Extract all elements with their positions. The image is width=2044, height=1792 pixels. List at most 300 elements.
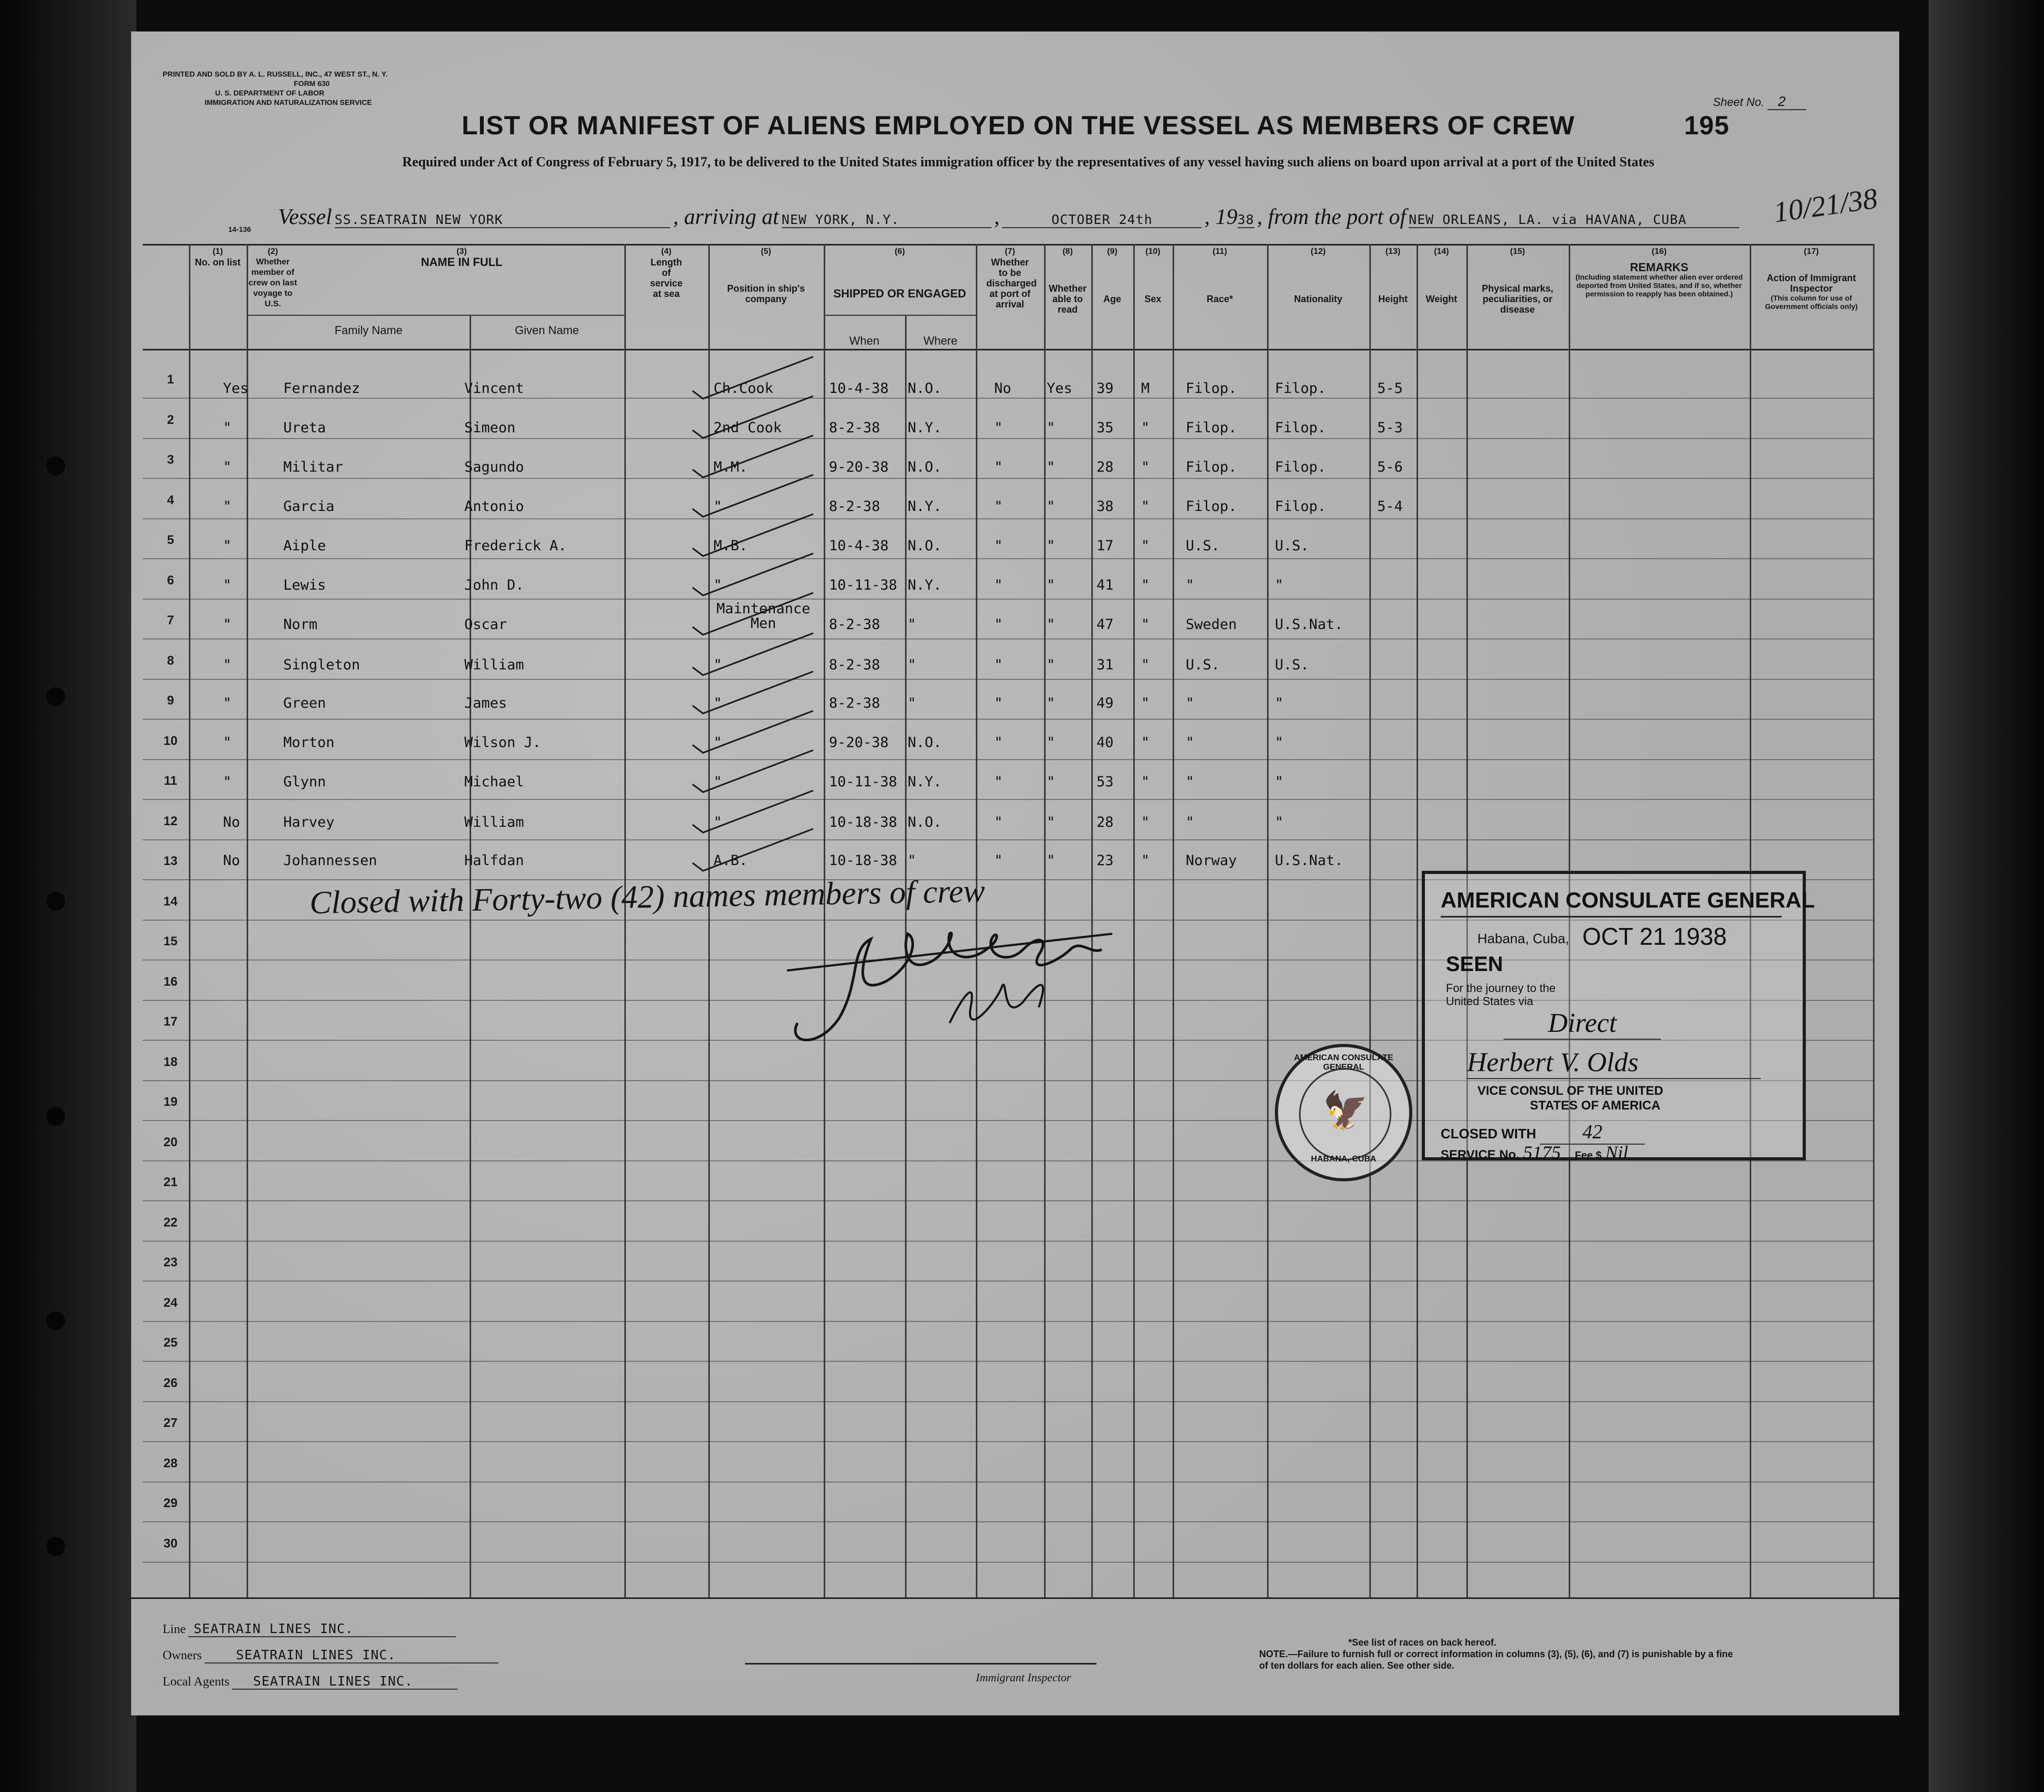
row-rule [143,1441,1874,1442]
crew-family-cell: Aiple [283,538,326,554]
crew-when-cell: 10-4-38 [829,538,889,554]
crew-position-cell: A.B. [714,852,748,869]
row-number: 2 [167,412,174,427]
column-divider [189,244,190,1597]
stamp-title: AMERICAN CONSULATE GENERAL [1441,888,1815,912]
table-top-rule [143,244,1874,246]
row-rule [143,839,1874,840]
crew-age-cell: 31 [1096,657,1114,673]
crew-position-cell: " [714,695,722,711]
crew-where-cell: N.O. [908,459,942,475]
crew-position-cell: " [714,657,722,673]
crew-last-cell: No [223,852,240,869]
consulate-seal [1275,1044,1412,1181]
crew-race-cell: Sweden [1186,616,1237,633]
inspector-line [745,1663,1096,1665]
crew-sex-cell: " [1141,695,1150,711]
crew-position-cell: Maintenance Men [716,601,811,632]
crew-discharged-cell: " [994,577,1003,593]
row-rule [143,518,1874,519]
crew-discharged-cell: " [994,852,1003,869]
service-line: IMMIGRATION AND NATURALIZATION SERVICE [205,98,372,106]
stamp-service: SERVICE No. 5175 Fee $ Nil [1441,1142,1628,1163]
crew-race-cell: " [1186,774,1195,790]
crew-nationality-cell: " [1275,734,1284,751]
column-divider [1873,244,1875,1597]
row-rule [143,1562,1874,1563]
printer-line: PRINTED AND SOLD BY A. L. RUSSELL, INC., 47 WEST ST., N. Y. [163,70,388,78]
col7-header: (7) Whether to be discharged at port of arrival [986,247,1037,310]
stamp-officer-title: STATES OF AMERICA [1530,1098,1660,1113]
crew-discharged-cell: " [994,695,1003,711]
crew-last-cell: " [223,734,232,751]
stamp-seen: SEEN [1446,953,1503,976]
crew-last-cell: " [223,577,232,593]
crew-family-cell: Glynn [283,774,326,790]
crew-race-cell: Norway [1186,852,1237,869]
crew-nationality-cell: " [1275,774,1284,790]
crew-nationality-cell: U.S.Nat. [1275,852,1344,869]
crew-race-cell: " [1186,814,1195,830]
row-rule [143,759,1874,760]
row-rule [143,799,1874,800]
crew-sex-cell: " [1141,538,1150,554]
row-number: 4 [167,493,174,507]
crew-race-cell: U.S. [1186,657,1220,673]
column-divider [1417,244,1418,1597]
stamp-officer-title: VICE CONSUL OF THE UNITED [1477,1084,1664,1098]
crew-read-cell: " [1047,657,1056,673]
crew-nationality-cell: " [1275,577,1284,593]
crew-position-cell: 2nd Cook [714,420,782,436]
given-name-header: Given Name [515,324,579,337]
col4-header: (4) Length of service at sea [650,247,683,299]
crew-race-cell: U.S. [1186,538,1220,554]
punch-hole [46,456,65,475]
row-number: 5 [167,533,174,547]
crew-last-cell: " [223,459,232,475]
crew-age-cell: 35 [1096,420,1114,436]
year-suffix: 38 [1237,212,1254,227]
crew-read-cell: " [1047,695,1056,711]
sheet-value: 2 [1768,93,1806,110]
crew-read-cell: " [1047,420,1056,436]
scan-border-left [0,0,136,1792]
crew-age-cell: 23 [1096,852,1114,869]
agents-label: Local Agents [163,1675,230,1689]
crew-age-cell: 40 [1096,734,1114,751]
crew-when-cell: 10-11-38 [829,774,898,790]
punch-hole [46,687,65,706]
row-number: 18 [163,1054,178,1069]
penalty-note: NOTE.—Failure to furnish full or correct information in columns (3), (5), (6), and (7) is punishable by a fine of ten dollars for each alien. See other side. [1259,1649,1733,1671]
crew-when-cell: 10-4-38 [829,380,889,397]
crew-sex-cell: M [1141,380,1150,397]
arriving-label: , arriving at [673,205,779,229]
stamp-journey-line: United States via [1446,995,1534,1008]
crew-given-cell: James [464,695,507,711]
crew-age-cell: 41 [1096,577,1114,593]
footer-owners [163,1647,498,1663]
vice-consul-signature: Herbert V. Olds [1467,1047,1761,1079]
crew-family-cell: Harvey [283,814,335,830]
column-divider [247,244,248,1597]
row-number: 3 [167,453,174,467]
row-number: 14 [163,894,178,909]
row-number: 16 [163,974,178,989]
crew-given-cell: Vincent [464,380,524,397]
crew-height-cell: 5-4 [1377,498,1403,515]
crew-where-cell: N.O. [908,380,942,397]
crew-given-cell: Antonio [464,498,524,515]
crew-nationality-cell: Filop. [1275,498,1326,515]
crew-age-cell: 28 [1096,814,1114,830]
crew-position-cell: M.M. [714,459,748,475]
punch-hole [46,1537,65,1556]
column-divider [624,244,626,1597]
crew-read-cell: " [1047,577,1056,593]
crew-sex-cell: " [1141,498,1150,515]
crew-position-cell: " [714,498,722,515]
crew-where-cell: N.O. [908,814,942,830]
crew-discharged-cell: No [994,380,1012,397]
crew-given-cell: Sagundo [464,459,524,475]
handwritten-date: 10/21/38 [1771,182,1880,229]
crew-given-cell: Frederick A. [464,538,567,554]
owners-label: Owners [163,1649,202,1662]
crew-discharged-cell: " [994,459,1003,475]
stamp-fee-value: Nil [1605,1142,1628,1163]
crew-race-cell: Filop. [1186,498,1237,515]
crew-family-cell: Ureta [283,420,326,436]
crew-when-cell: 8-2-38 [829,420,880,436]
crew-age-cell: 38 [1096,498,1114,515]
crew-last-cell: " [223,498,232,515]
row-rule [143,719,1874,720]
crew-sex-cell: " [1141,616,1150,633]
footer-rule [131,1597,1899,1599]
crew-nationality-cell: " [1275,814,1284,830]
stamp-route: Direct [1504,1008,1661,1040]
crew-read-cell: " [1047,498,1056,515]
col12-header: (12) Nationality [1294,247,1343,304]
footer-line [163,1621,456,1637]
crew-where-cell: " [908,695,917,711]
arrival-port: NEW YORK, N.Y. [782,212,992,228]
row-rule [143,1361,1874,1362]
crew-discharged-cell: " [994,657,1003,673]
crew-nationality-cell: U.S.Nat. [1275,616,1344,633]
crew-nationality-cell: Filop. [1275,420,1326,436]
crew-read-cell: Yes [1047,380,1072,397]
crew-family-cell: Singleton [283,657,360,673]
arrival-date: OCTOBER 24th [1002,212,1201,228]
stamp-service-value: 5175 [1523,1142,1561,1163]
name-subheader-rule [247,315,624,316]
crew-discharged-cell: " [994,498,1003,515]
crew-position-cell: " [714,734,722,751]
col3-header: (3) NAME IN FULL [421,247,503,269]
crew-sex-cell: " [1141,734,1150,751]
crew-where-cell: N.O. [908,538,942,554]
crew-where-cell: N.Y. [908,420,942,436]
subtitle: Required under Act of Congress of February 5, 1917, to be delivered to the United States immigration officer by the representatives of any vessel having such aliens on board upon arrival at a port of the United States [402,154,1655,169]
crew-read-cell: " [1047,459,1056,475]
crew-nationality-cell: Filop. [1275,459,1326,475]
crew-position-cell: M.B. [714,538,748,554]
punch-hole [46,1107,65,1126]
crew-race-cell: " [1186,695,1195,711]
crew-sex-cell: " [1141,852,1150,869]
crew-where-cell: " [908,852,917,869]
row-rule [143,1200,1874,1201]
crew-given-cell: Oscar [464,616,507,633]
stamp-date: OCT 21 1938 [1582,923,1727,950]
crew-last-cell: Yes [223,380,249,397]
row-number: 23 [163,1255,178,1270]
punch-hole [46,1311,65,1330]
crew-position-cell: Ch.Cook [714,380,773,397]
crew-family-cell: Morton [283,734,335,751]
seal-bottom-text: HABANA, CUBA [1311,1155,1377,1164]
year-prefix: , 19 [1204,205,1238,229]
crew-family-cell: Johannessen [283,852,377,869]
row-number: 6 [167,573,174,588]
crew-read-cell: " [1047,616,1056,633]
row-rule [143,438,1874,439]
row-number: 22 [163,1215,178,1230]
col15-header: (15) Physical marks, peculiarities, or disease [1482,247,1553,315]
crew-age-cell: 39 [1096,380,1114,397]
page-title: LIST OR MANIFEST OF ALIENS EMPLOYED ON THE VESSEL AS MEMBERS OF CREW [462,111,1575,140]
crew-race-cell: Filop. [1186,459,1237,475]
crew-when-cell: 9-20-38 [829,734,889,751]
crew-last-cell: " [223,657,232,673]
crew-height-cell: 5-3 [1377,420,1403,436]
crew-sex-cell: " [1141,657,1150,673]
crew-given-cell: William [464,814,524,830]
row-number: 19 [163,1095,178,1109]
crew-read-cell: " [1047,814,1056,830]
col10-header: (10) Sex [1144,247,1162,304]
when-header: When [849,334,880,347]
crew-when-cell: 9-20-38 [829,459,889,475]
page-number: 195 [1684,111,1730,140]
crew-given-cell: Simeon [464,420,516,436]
crew-last-cell: No [223,814,240,830]
crew-where-cell: N.Y. [908,577,942,593]
row-number: 24 [163,1295,178,1310]
row-number: 1 [167,372,174,387]
crew-when-cell: 8-2-38 [829,657,880,673]
crew-age-cell: 17 [1096,538,1114,554]
vessel-name: SS.SEATRAIN NEW YORK [335,212,670,228]
crew-sex-cell: " [1141,774,1150,790]
row-number: 28 [163,1456,178,1470]
inspector-label: Immigrant Inspector [976,1671,1071,1684]
col16-header: (16) REMARKS (Including statement whether alien ever ordered deported from United States, and if so, whether permission to reapply has been obtained.) [1575,247,1743,298]
crew-nationality-cell: U.S. [1275,538,1310,554]
crew-position-cell: " [714,814,722,830]
row-rule [143,558,1874,559]
stamp-journey-line: For the journey to the [1446,982,1556,995]
stamp-closed-with: CLOSED WITH 42 [1441,1121,1645,1145]
col14-header: (14) Weight [1425,247,1457,304]
col11-header: (11) Race* [1206,247,1233,304]
crew-race-cell: " [1186,577,1195,593]
crew-given-cell: Michael [464,774,524,790]
row-rule [143,1481,1874,1482]
crew-age-cell: 28 [1096,459,1114,475]
column-divider [1369,244,1371,1597]
crew-sex-cell: " [1141,814,1150,830]
row-rule [143,679,1874,680]
crew-position-cell: " [714,577,722,593]
closing-note: Closed with Forty-two (42) names members of crew [309,873,985,921]
crew-nationality-cell: Filop. [1275,380,1326,397]
row-number: 7 [167,613,174,627]
row-number: 13 [163,854,178,868]
crew-discharged-cell: " [994,420,1003,436]
crew-discharged-cell: " [994,774,1003,790]
crew-race-cell: Filop. [1186,420,1237,436]
eagle-icon: 🦅 [1323,1089,1369,1132]
row-number: 12 [163,814,178,828]
row-number: 17 [163,1015,178,1029]
crew-race-cell: " [1186,734,1195,751]
stamp-place: Habana, Cuba, [1477,931,1569,946]
seal-top-text: AMERICAN CONSULATE GENERAL [1294,1053,1393,1072]
owners-value: SEATRAIN LINES INC. [205,1647,498,1663]
crew-given-cell: Wilson J. [464,734,541,751]
crew-where-cell: N.O. [908,734,942,751]
crew-position-cell: " [714,774,722,790]
department-line: U. S. DEPARTMENT OF LABOR [215,89,325,97]
crew-given-cell: John D. [464,577,524,593]
crew-age-cell: 47 [1096,616,1114,633]
col6-header: (6) SHIPPED OR ENGAGED [833,247,966,300]
col5-header: (5) Position in ship's company [727,247,805,304]
crew-sex-cell: " [1141,577,1150,593]
footer-agents [163,1673,457,1690]
crew-discharged-cell: " [994,616,1003,633]
form-code: 14-136 [228,225,251,233]
crew-when-cell: 10-18-38 [829,852,898,869]
col13-header: (13) Height [1378,247,1408,304]
crew-discharged-cell: " [994,538,1003,554]
col9-header: (9) Age [1103,247,1121,304]
punch-hole [46,892,65,911]
crew-height-cell: 5-5 [1377,380,1403,397]
form-number: FORM 630 [294,79,330,88]
row-rule [143,638,1874,639]
col8-header: (8) Whether able to read [1049,247,1087,315]
races-note: *See list of races on back hereof. [1348,1637,1497,1648]
row-number: 10 [163,733,178,748]
row-rule [143,1321,1874,1322]
crew-age-cell: 49 [1096,695,1114,711]
stamp-rule [1441,916,1782,918]
row-number: 26 [163,1375,178,1390]
crew-family-cell: Garcia [283,498,335,515]
row-rule [143,398,1874,399]
line-label: Line [163,1623,186,1636]
crew-family-cell: Norm [283,616,318,633]
header-bottom-rule [143,349,1874,350]
crew-when-cell: 8-2-38 [829,695,880,711]
stamp-closed-value: 42 [1540,1121,1645,1145]
row-number: 30 [163,1536,178,1551]
crew-where-cell: N.Y. [908,774,942,790]
col1-header: (1) No. on list [195,247,241,268]
row-rule [143,1281,1874,1282]
consulate-stamp [1422,871,1815,1163]
crew-when-cell: 8-2-38 [829,616,880,633]
row-rule [143,1401,1874,1402]
crew-height-cell: 5-6 [1377,459,1403,475]
column-divider [1267,244,1269,1597]
crew-when-cell: 8-2-38 [829,498,880,515]
family-name-header: Family Name [334,324,403,337]
check-mark-icon [687,826,824,873]
crew-last-cell: " [223,774,232,790]
crew-where-cell: " [908,616,917,633]
crew-family-cell: Green [283,695,326,711]
row-number: 20 [163,1135,178,1149]
agents-value: SEATRAIN LINES INC. [232,1673,457,1690]
crew-discharged-cell: " [994,814,1003,830]
sheet-number [1713,93,1806,110]
row-number: 27 [163,1416,178,1430]
where-header: Where [923,334,957,347]
crew-race-cell: Filop. [1186,380,1237,397]
crew-last-cell: " [223,695,232,711]
row-number: 29 [163,1496,178,1510]
crew-read-cell: " [1047,774,1056,790]
crew-family-cell: Lewis [283,577,326,593]
crew-given-cell: William [464,657,524,673]
crew-sex-cell: " [1141,459,1150,475]
sheet-label: Sheet No. [1713,95,1764,109]
scan-border-right [1929,0,2044,1792]
crew-where-cell: " [908,657,917,673]
crew-read-cell: " [1047,734,1056,751]
crew-family-cell: Militar [283,459,343,475]
row-rule [143,1241,1874,1242]
printer-imprint [163,69,388,107]
row-number: 21 [163,1175,178,1189]
vessel-label: Vessel [278,205,332,229]
crew-read-cell: " [1047,538,1056,554]
crew-nationality-cell: U.S. [1275,657,1310,673]
crew-given-cell: Halfdan [464,852,524,869]
col17-header: (17) Action of Immigrant Inspector (This column for use of Government officials only) [1765,247,1858,311]
vessel-line: Vessel SS.SEATRAIN NEW YORK , arriving at NEW YORK, N.Y. , OCTOBER 24th , 1938 , from the port of NEW ORLEANS, LA. via HAVANA, CUBA [278,205,1739,230]
shipped-subheader-rule [824,315,976,316]
row-number: 25 [163,1336,178,1350]
col2-header: (2) Whether member of crew on last voyage to U.S. [248,247,297,308]
row-number: 9 [167,694,174,708]
crew-read-cell: " [1047,852,1056,869]
from-label: , from the port of [1257,205,1407,229]
row-rule [143,1521,1874,1522]
row-rule [143,599,1874,600]
master-signature [776,918,1175,1054]
crew-nationality-cell: " [1275,695,1284,711]
crew-last-cell: " [223,420,232,436]
row-rule [143,478,1874,479]
row-number: 11 [164,774,177,788]
